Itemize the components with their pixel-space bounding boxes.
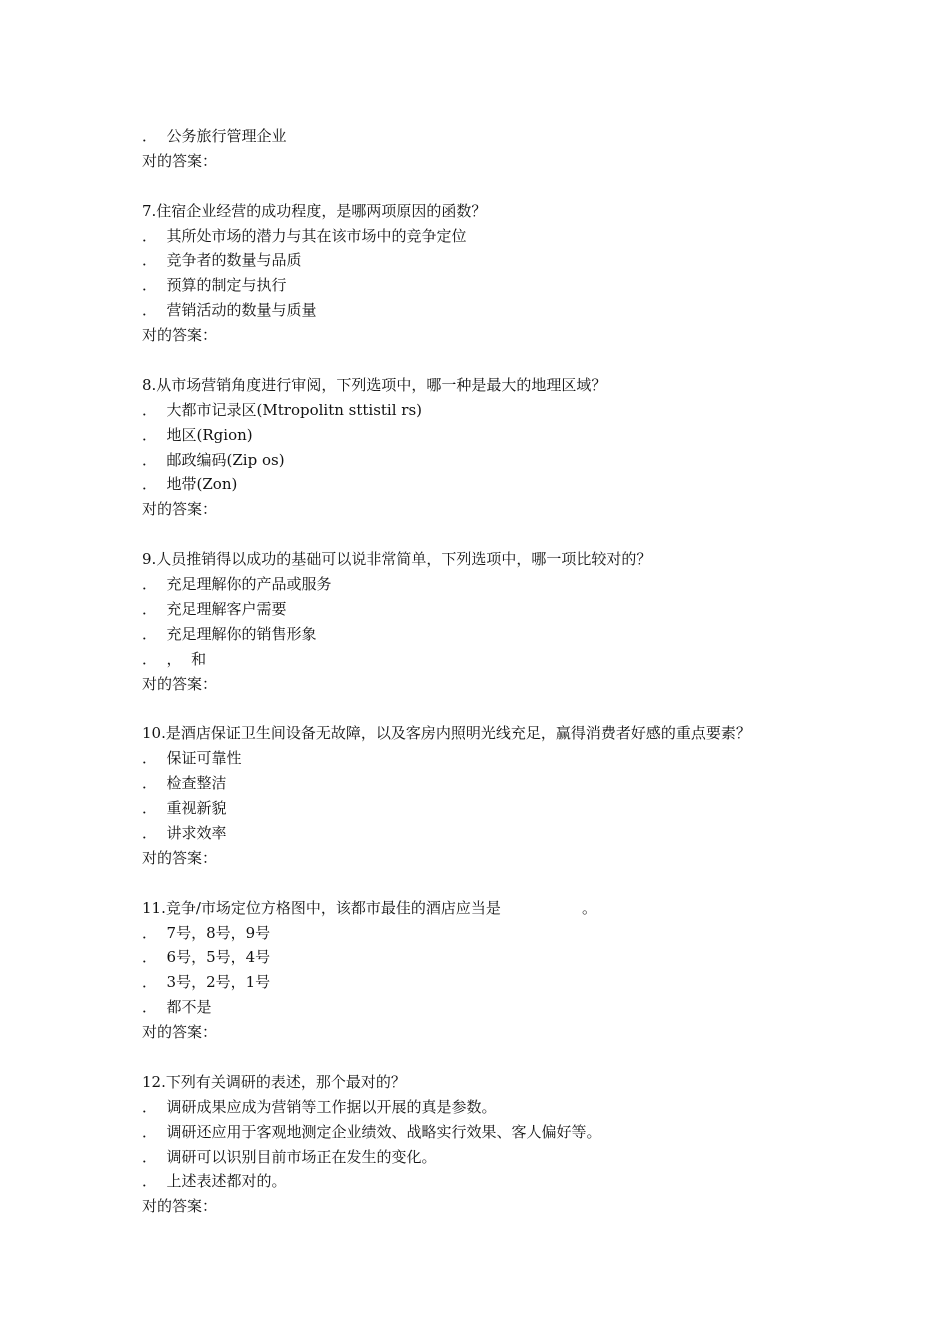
option-line: ． 邮政编码(Zip os)	[142, 450, 285, 469]
option-line: ． 竞争者的数量与品质	[142, 251, 302, 270]
question-block-9	[142, 547, 842, 696]
option-line: ． 3号，2号，1号	[142, 973, 271, 992]
option-line: ． 都不是	[142, 998, 212, 1017]
document-page	[142, 124, 842, 1219]
option-line: ． 7号，8号，9号	[142, 923, 271, 942]
answer-label: 对的答案：	[142, 500, 218, 519]
question-block-8	[142, 373, 842, 522]
option-line: ． 6号，5号，4号	[142, 948, 271, 967]
question-block-7	[142, 199, 842, 348]
option-line: ． 充足理解你的销售形象	[142, 624, 317, 643]
answer-label: 对的答案：	[142, 326, 218, 345]
option-line: ． 公务旅行管理企业	[142, 127, 287, 145]
answer-label: 对的答案：	[142, 848, 218, 867]
spacer	[142, 522, 842, 547]
question-text: 9.人员推销得以成功的基础可以说非常简单，下列选项中，哪一项比较对的？	[142, 550, 652, 569]
option-line: ． 保证可靠性	[142, 749, 242, 768]
option-line: ． ， 和	[142, 649, 207, 668]
question-text: 8.从市场营销角度进行审阅，下列选项中，哪一种是最大的地理区域？	[142, 375, 607, 394]
option-line: ． 其所处市场的潜力与其在该市场中的竞争定位	[142, 226, 467, 245]
question-block-11	[142, 896, 842, 1045]
option-line: ． 检查整洁	[142, 774, 227, 793]
spacer	[142, 1045, 842, 1070]
answer-label: 对的答案：	[142, 1197, 218, 1216]
option-line: ． 重视新貌	[142, 799, 227, 818]
option-line: ． 讲求效率	[142, 823, 227, 842]
option-line: ． 充足理解你的产品或服务	[142, 575, 332, 594]
spacer	[142, 174, 842, 199]
option-line: ． 调研成果应成为营销等工作据以开展的真是参数。	[142, 1097, 497, 1116]
question-block-10	[142, 721, 842, 870]
option-line: ． 充足理解客户需要	[142, 599, 287, 618]
option-line: ． 调研可以识别目前市场正在发生的变化。	[142, 1147, 437, 1166]
option-line: ． 上述表述都对的。	[142, 1172, 287, 1191]
question-text: 12.下列有关调研的表述，那个最对的？	[142, 1072, 406, 1091]
question-text: 7.住宿企业经营的成功程度，是哪两项原因的函数？	[142, 201, 487, 220]
question-block-12	[142, 1070, 842, 1219]
option-line: ． 地区(Rgion)	[142, 425, 253, 444]
answer-label: 对的答案：	[142, 151, 218, 170]
question-text: 11.竞争/市场定位方格图中，该都市最佳的酒店应当是 。	[142, 898, 597, 917]
option-line: ． 大都市记录区(Mtropolitn sttistil rs)	[142, 400, 423, 419]
answer-label: 对的答案：	[142, 674, 218, 693]
spacer	[142, 348, 842, 373]
option-line: ． 预算的制定与执行	[142, 276, 287, 295]
spacer	[142, 696, 842, 721]
option-line: ． 调研还应用于客观地测定企业绩效、战略实行效果、客人偏好等。	[142, 1122, 602, 1141]
answer-label: 对的答案：	[142, 1023, 218, 1042]
spacer	[142, 871, 842, 896]
option-line: ． 地带(Zon)	[142, 475, 238, 494]
option-line: ． 营销活动的数量与质量	[142, 301, 317, 320]
question-text: 10.是酒店保证卫生间设备无故障，以及客房内照明光线充足，赢得消费者好感的重点要素？	[142, 724, 751, 743]
